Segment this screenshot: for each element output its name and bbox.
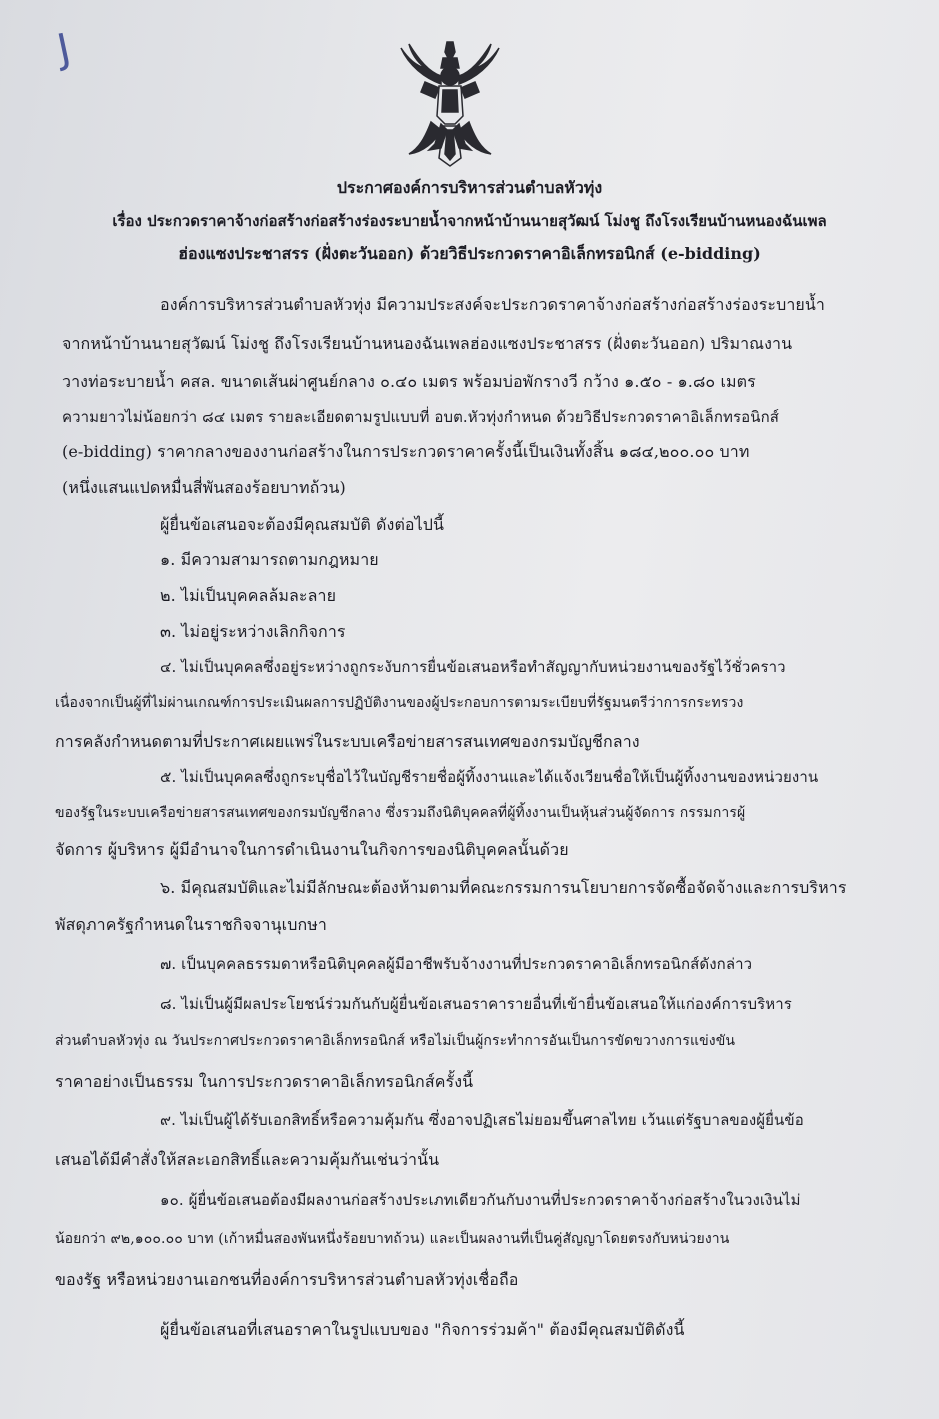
qualification-item-5-line2: ของรัฐในระบบเครือข่ายสารสนเทศของกรมบัญชีกลาง ซึ่งรวมถึงนิติบุคคลที่ผู้ทิ้งงานเป็นหุ้นส่วนผู้จัดการ กรรมการผู้ [55, 805, 746, 821]
qualification-item-4-line3: การคลังกำหนดตามที่ประกาศเผยแพร่ในระบบเครือข่ายสารสนเทศของกรมบัญชีกลาง [55, 732, 640, 751]
qualification-item-10-line1: ๑๐. ผู้ยื่นข้อเสนอต้องมีผลงานก่อสร้างประเภทเดียวกันกับงานที่ประกวดราคาจ้างก่อสร้างในวงเงินไม่ [160, 1191, 801, 1209]
qualification-item-9-line1: ๙. ไม่เป็นผู้ได้รับเอกสิทธิ์หรือความคุ้มกัน ซึ่งอาจปฏิเสธไม่ยอมขึ้นศาลไทย เว้นแต่รัฐบาลของผู้ยื่นข้อ [160, 1111, 804, 1129]
paragraph-intro-line1: องค์การบริหารส่วนตำบลหัวทุ่ง มีความประสงค์จะประกวดราคาจ้างก่อสร้างก่อสร้างร่องระบายน้ำ [160, 295, 825, 314]
garuda-emblem-icon [395, 38, 505, 168]
announcement-subject-line1: เรื่อง ประกวดราคาจ้างก่อสร้างก่อสร้างร่องระบายน้ำจากหน้าบ้านนายสุวัฒน์ โม่งชู ถึงโรงเรียนบ้านหนองฉันเพล [112, 212, 827, 230]
paragraph-intro-line3: วางท่อระบายน้ำ คสล. ขนาดเส้นผ่าศูนย์กลาง ๐.๔๐ เมตร พร้อมบ่อพักรางวี กว้าง ๑.๕๐ - ๑.๘๐ เมตร [62, 372, 756, 391]
paragraph-intro-line5: (e-bidding) ราคากลางของงานก่อสร้างในการประกวดราคาครั้งนี้เป็นเงินทั้งสิ้น ๑๘๔,๒๐๐.๐๐ บาท [62, 442, 750, 461]
qualification-item-2: ๒. ไม่เป็นบุคคลล้มละลาย [160, 586, 337, 605]
qualification-item-8-line3: ราคาอย่างเป็นธรรม ในการประกวดราคาอิเล็กทรอนิกส์ครั้งนี้ [55, 1072, 474, 1091]
qualification-intro: ผู้ยื่นข้อเสนอจะต้องมีคุณสมบัติ ดังต่อไปนี้ [160, 515, 445, 534]
qualification-item-8-line1: ๘. ไม่เป็นผู้มีผลประโยชน์ร่วมกันกับผู้ยื่นข้อเสนอราคารายอื่นที่เข้ายื่นข้อเสนอให้แก่องค์การบริหาร [160, 995, 792, 1013]
announcement-subject-line2: ฮ่องแซงประชาสรร (ฝั่งตะวันออก) ด้วยวิธีประกวดราคาอิเล็กทรอนิกส์ (e-bidding) [178, 244, 761, 263]
paragraph-intro-line2: จากหน้าบ้านนายสุวัฒน์ โม่งชู ถึงโรงเรียนบ้านหนองฉันเพลฮ่องแซงประชาสรร (ฝั่งตะวันออก) ปริมาณงาน [62, 334, 793, 353]
qualification-item-9-line2: เสนอได้มีคำสั่งให้สละเอกสิทธิ์และความคุ้มกันเช่นว่านั้น [55, 1150, 440, 1169]
qualification-item-10-line3: ของรัฐ หรือหน่วยงานเอกชนที่องค์การบริหารส่วนตำบลหัวทุ่งเชื่อถือ [55, 1270, 519, 1289]
qualification-item-5-line1: ๕. ไม่เป็นบุคคลซึ่งถูกระบุชื่อไว้ในบัญชีรายชื่อผู้ทิ้งงานและได้แจ้งเวียนชื่อให้เป็นผู้ทิ้งงานของหน่วยงาน [160, 768, 819, 786]
qualification-item-10-line2: น้อยกว่า ๙๒,๑๐๐.๐๐ บาท (เก้าหมื่นสองพันหนึ่งร้อยบาทถ้วน) และเป็นผลงานที่เป็นคู่สัญญาโดยตรงกับหน่วยงาน [55, 1231, 730, 1247]
announcement-org: ประกาศองค์การบริหารส่วนตำบลหัวทุ่ง [336, 178, 603, 197]
qualification-item-1: ๑. มีความสามารถตามกฎหมาย [160, 550, 379, 569]
qualification-item-3: ๓. ไม่อยู่ระหว่างเลิกกิจการ [160, 622, 346, 641]
paragraph-intro-line4: ความยาวไม่น้อยกว่า ๘๔ เมตร รายละเอียดตามรูปแบบที่ อบต.หัวทุ่งกำหนด ด้วยวิธีประกวดราคาอิเล็กทรอนิกส์ [62, 408, 780, 426]
joint-venture-intro: ผู้ยื่นข้อเสนอที่เสนอราคาในรูปแบบของ "กิจการร่วมค้า" ต้องมีคุณสมบัติดังนี้ [160, 1320, 685, 1339]
qualification-item-6-line1: ๖. มีคุณสมบัติและไม่มีลักษณะต้องห้ามตามที่คณะกรรมการนโยบายการจัดซื้อจัดจ้างและการบริหาร [160, 878, 847, 897]
qualification-item-4-line1: ๔. ไม่เป็นบุคคลซึ่งอยู่ระหว่างถูกระงับการยื่นข้อเสนอหรือทำสัญญากับหน่วยงานของรัฐไว้ชั่วคราว [160, 658, 786, 676]
handwritten-mark: J [53, 25, 75, 73]
qualification-item-6-line2: พัสดุภาครัฐกำหนดในราชกิจจานุเบกษา [55, 915, 327, 934]
qualification-item-4-line2: เนื่องจากเป็นผู้ที่ไม่ผ่านเกณฑ์การประเมินผลการปฏิบัติงานของผู้ประกอบการตามระเบียบที่รัฐมนตรีว่าการกระทรวง [55, 695, 744, 711]
qualification-item-8-line2: ส่วนตำบลหัวทุ่ง ณ วันประกาศประกวดราคาอิเล็กทรอนิกส์ หรือไม่เป็นผู้กระทำการอันเป็นการขัดขวางการแข่งขัน [55, 1033, 736, 1049]
qualification-item-5-line3: จัดการ ผู้บริหาร ผู้มีอำนาจในการดำเนินงานในกิจการของนิติบุคคลนั้นด้วย [55, 840, 569, 859]
paragraph-intro-line6: (หนึ่งแสนแปดหมื่นสี่พันสองร้อยบาทถ้วน) [62, 478, 346, 497]
qualification-item-7: ๗. เป็นบุคคลธรรมดาหรือนิติบุคคลผู้มีอาชีพรับจ้างงานที่ประกวดราคาอิเล็กทรอนิกส์ดังกล่าว [160, 955, 753, 973]
